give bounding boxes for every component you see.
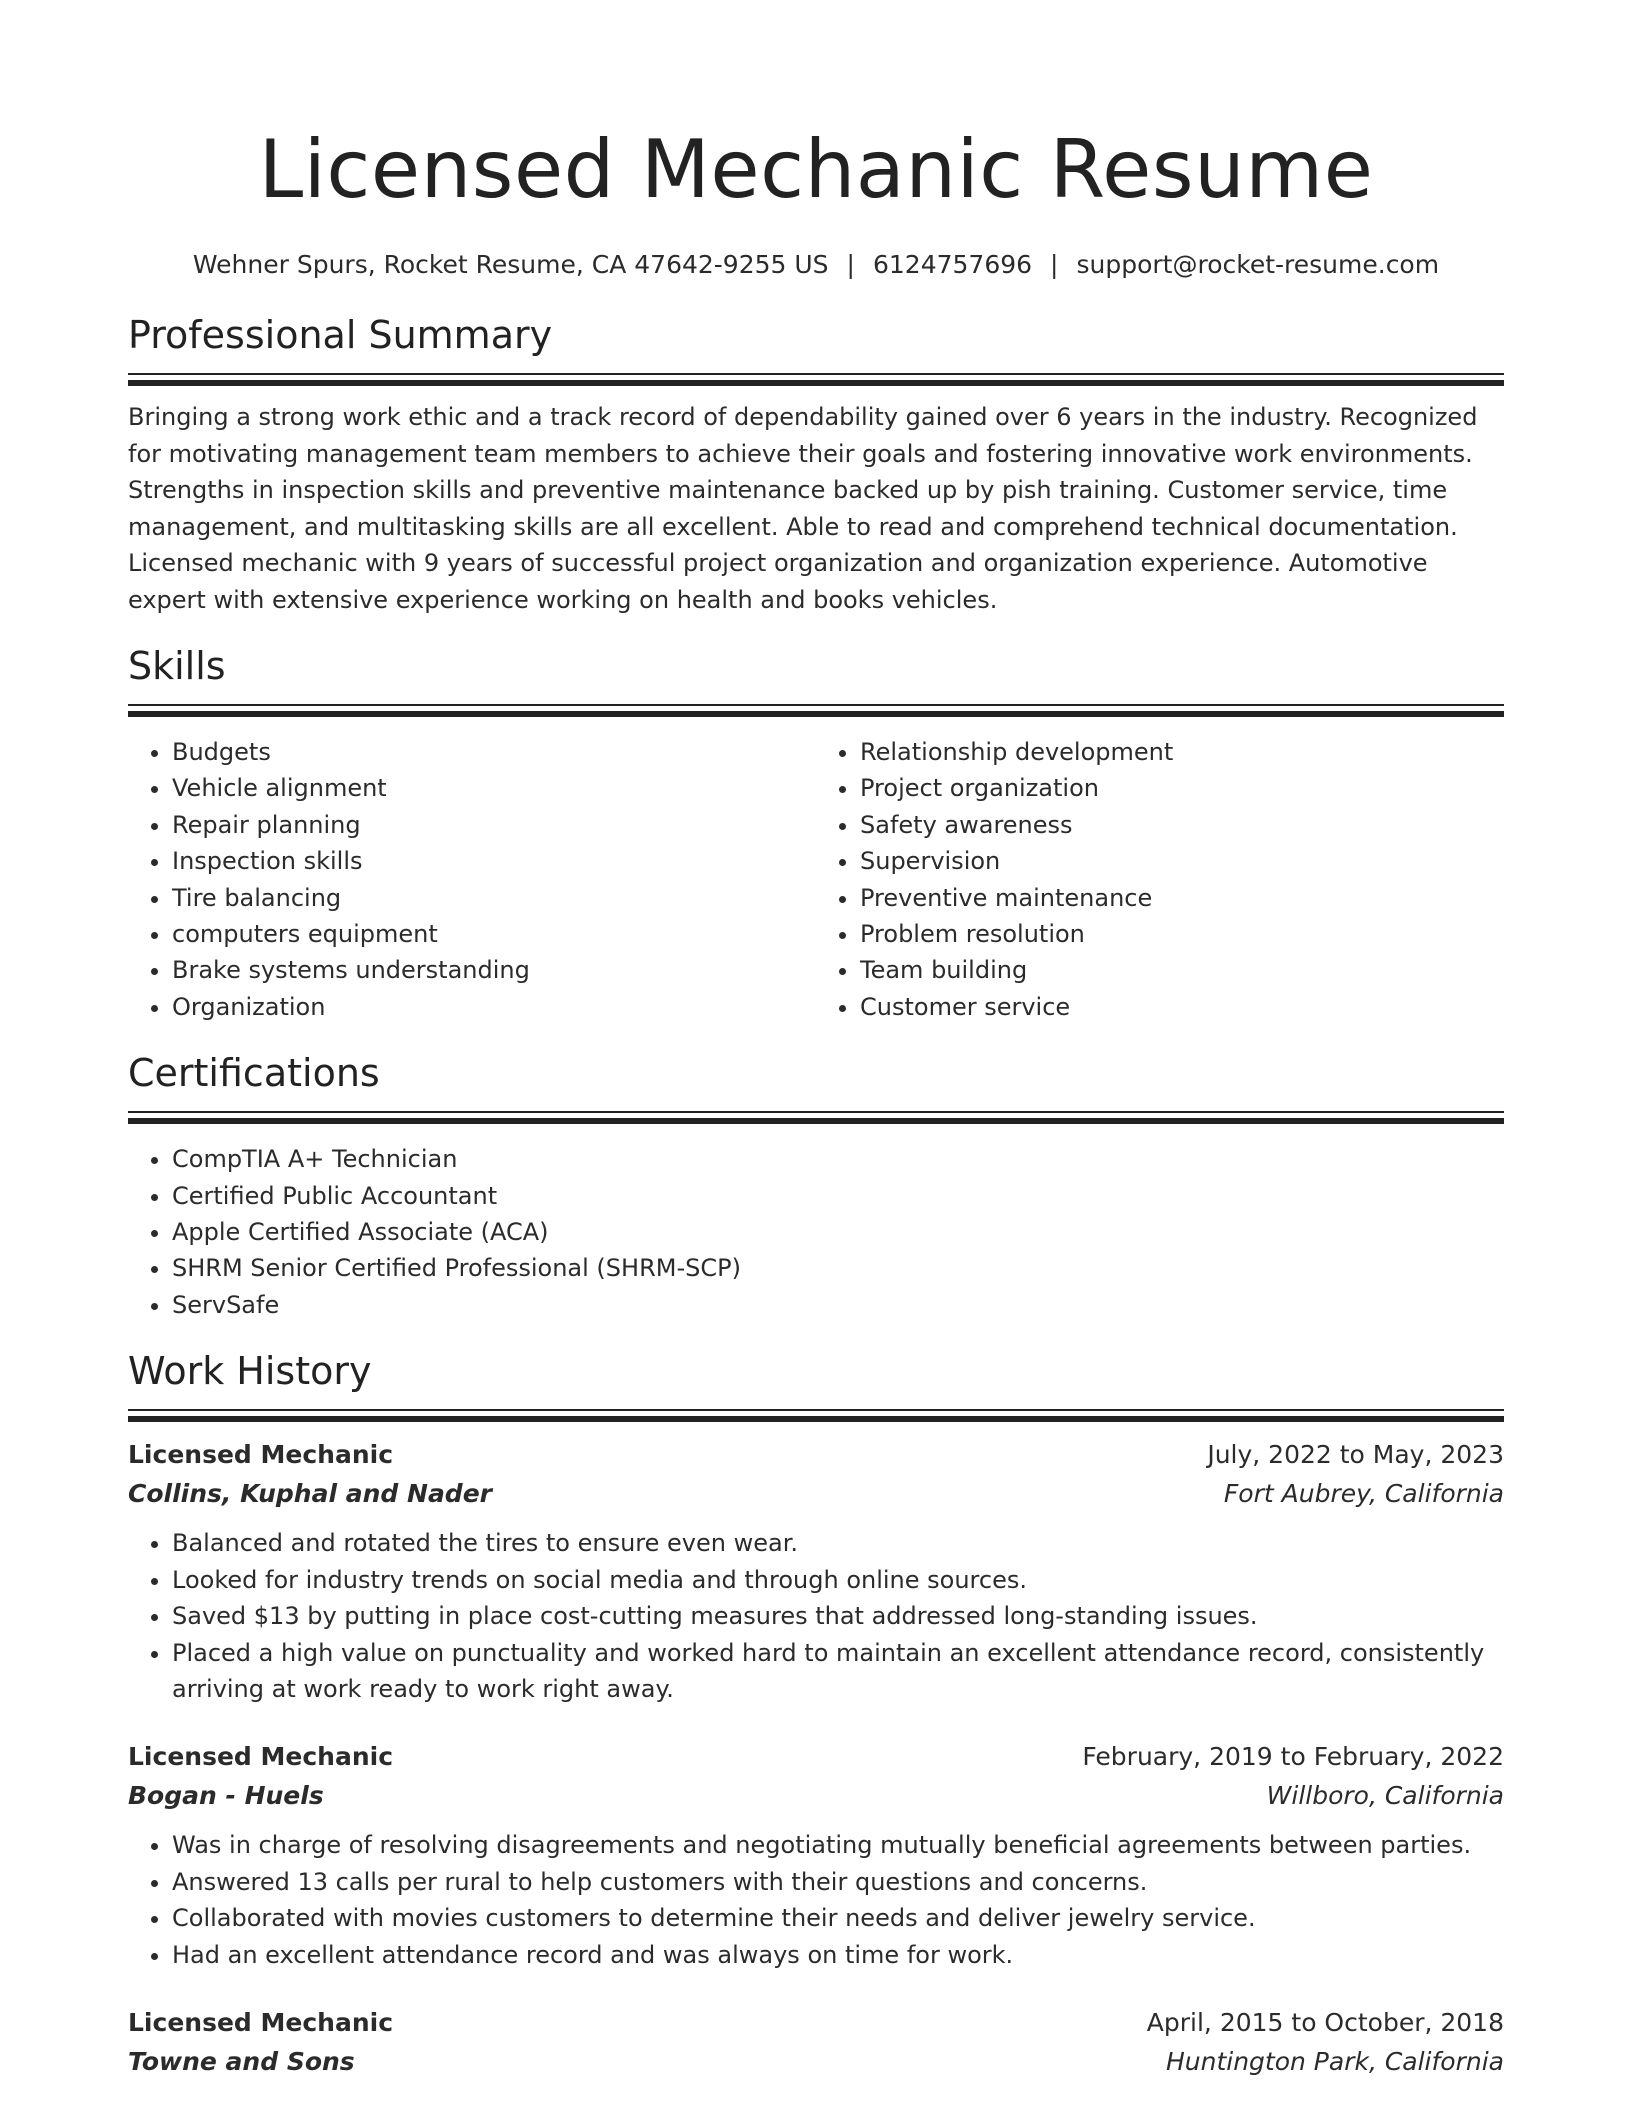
contact-phone: 6124757696 [872,250,1033,279]
skills-list-left [128,734,816,1025]
skill-item: • computers equipment [172,916,816,952]
job-subheader [128,1777,1504,1815]
skills-heading: Skills [128,644,226,688]
job-bullet: • Looked for industry trends on social media and through online sources. [172,1562,1504,1598]
skill-item: • Relationship development [860,734,1504,770]
job-subheader [128,1475,1504,1513]
contact-email: support@rocket-resume.com [1076,250,1440,279]
contact-separator: | [1050,250,1059,279]
job-bullet: • Saved $13 by putting in place cost-cutting measures that addressed long-standing issues. [172,1598,1504,1634]
job-dates: July, 2022 to May, 2023 [1207,1440,1504,1470]
job-entry [128,1737,1504,1973]
skills-section [128,642,1504,1025]
contact-address: Wehner Spurs, Rocket Resume, CA 47642-9255 US [192,250,829,279]
job-bullet: • Collaborated with movies customers to determine their needs and deliver jewelry service. [172,1900,1504,1936]
job-location: Huntington Park, California [1165,2046,1504,2076]
certifications-heading: Certifications [128,1051,380,1096]
summary-text: Bringing a strong work ethic and a track record of dependability gained over 6 years in the industry. Recognized for motivating management team members to achieve their goals and fostering innovative work environments. Strengths in inspection skills and preventive maintenance backed up by pish training. Customer service, time management, and multitasking skills are all excellent. Able to read and comprehend technical documentation. Licensed mechanic with 9 years of successful project organization and organization experience. Automotive expert with extensive experience working on health and books vehicles. [128,403,1478,614]
job-bullet: • Was in charge of resolving disagreements and negotiating mutually beneficial agreements between parties. [172,1827,1504,1863]
skill-item: • Brake systems understanding [172,952,816,988]
skill-item: • Tire balancing [172,880,816,916]
skill-item: • Preventive maintenance [860,880,1504,916]
job-header [128,2003,1504,2043]
job-entry [128,2003,1504,2081]
certification-item: • Apple Certified Associate (ACA) [172,1214,1504,1250]
job-bullets [128,1827,1504,1973]
summary-heading: Professional Summary [128,313,553,357]
work-history-section [128,1347,1504,2081]
job-location: Willboro, California [1266,1781,1504,1811]
job-company: Bogan - Huels [128,1781,324,1811]
skill-item: • Inspection skills [172,843,816,879]
skill-item: • Repair planning [172,807,816,843]
skills-list-right [816,734,1504,1025]
skill-item: • Vehicle alignment [172,770,816,806]
job-dates: April, 2015 to October, 2018 [1146,2007,1504,2037]
skill-item: • Supervision [860,843,1504,879]
certification-item: • Certified Public Accountant [172,1178,1504,1214]
job-subheader [128,2043,1504,2081]
contact-separator: | [846,250,855,279]
certification-item: • SHRM Senior Certified Professional (SHRM-SCP) [172,1250,1504,1286]
job-entry [128,1435,1504,1707]
certifications-section [128,1049,1504,1323]
certifications-list [128,1141,1504,1323]
certification-item: • ServSafe [172,1287,1504,1323]
job-bullets [128,1525,1504,1707]
skill-item: • Organization [172,989,816,1025]
job-dates: February, 2019 to February, 2022 [1082,1742,1504,1772]
skills-columns [128,734,1504,1025]
skill-item: • Team building [860,952,1504,988]
section-divider [128,373,1504,385]
job-bullet: • Balanced and rotated the tires to ensure even wear. [172,1525,1504,1561]
certification-item: • CompTIA A+ Technician [172,1141,1504,1177]
summary-section [128,311,1504,618]
job-company: Towne and Sons [128,2046,355,2076]
job-company: Collins, Kuphal and Nader [128,1479,492,1509]
section-divider [128,1409,1504,1421]
job-bullet: • Placed a high value on punctuality and worked hard to maintain an excellent attendance record, consistently arriving at work ready to work right away. [172,1635,1504,1708]
job-bullet: • Answered 13 calls per rural to help customers with their questions and concerns. [172,1864,1504,1900]
page-title: Licensed Mechanic Resume [258,123,1374,216]
skill-item: • Safety awareness [860,807,1504,843]
section-divider [128,704,1504,716]
skill-item: • Problem resolution [860,916,1504,952]
job-title: Licensed Mechanic [128,2007,394,2037]
section-divider [128,1111,1504,1123]
job-title: Licensed Mechanic [128,1440,394,1470]
skill-item: • Customer service [860,989,1504,1025]
job-location: Fort Aubrey, California [1223,1479,1504,1509]
job-header [128,1435,1504,1475]
work-history-heading: Work History [128,1349,372,1394]
contact-line [128,248,1504,282]
skill-item: • Budgets [172,734,816,770]
job-bullet: • Had an excellent attendance record and was always on time for work. [172,1937,1504,1973]
job-title: Licensed Mechanic [128,1742,394,1772]
job-header [128,1737,1504,1777]
skill-item: • Project organization [860,770,1504,806]
